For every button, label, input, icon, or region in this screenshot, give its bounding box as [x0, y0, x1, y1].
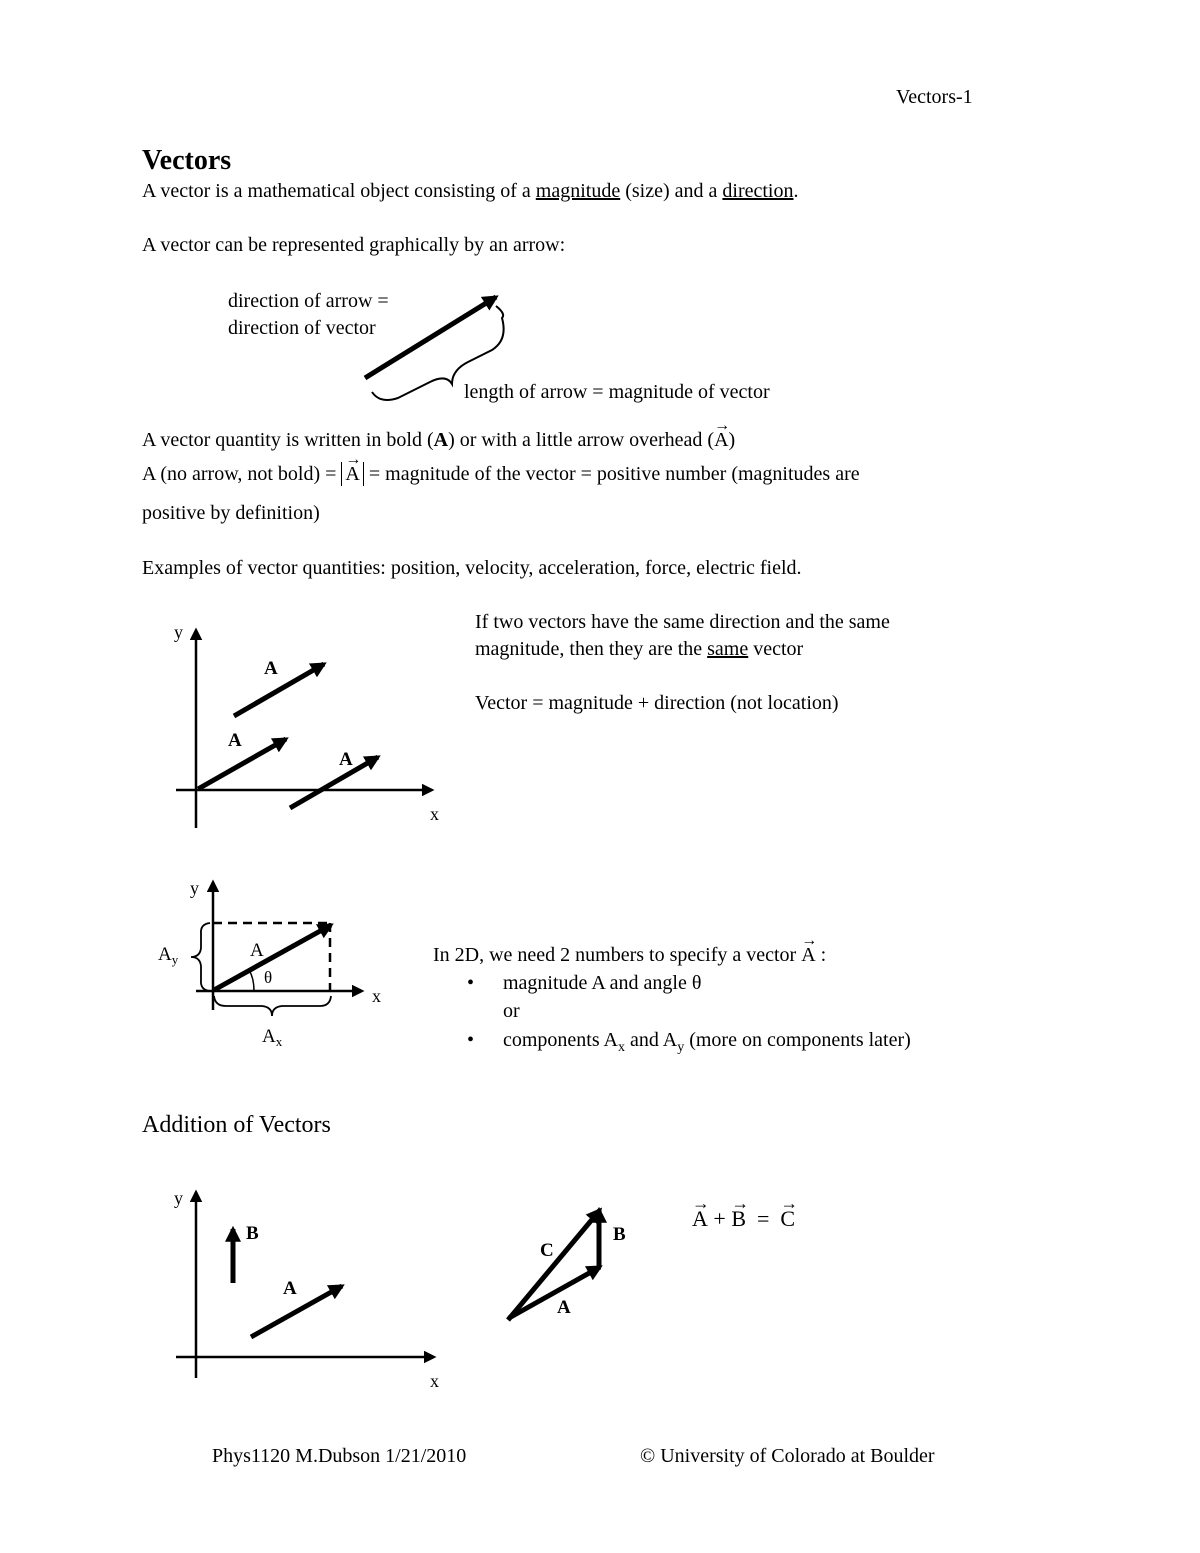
examples-paragraph: Examples of vector quantities: position, velocity, acceleration, force, electric field.	[142, 557, 802, 579]
bold-a: A	[433, 429, 449, 451]
fig3-y-label: y	[174, 1188, 183, 1208]
fig2-axes	[196, 882, 362, 1010]
or-label: or	[503, 1000, 520, 1022]
fig2-ay-brace	[191, 923, 210, 991]
fig3-x-label: x	[430, 1371, 439, 1391]
length-label: length of arrow = magnitude of vector	[464, 381, 770, 403]
fig3-label-a: A	[283, 1278, 297, 1299]
fig4-label-c: C	[540, 1240, 554, 1261]
fig2-label-ay: $A_y$	[158, 944, 179, 967]
page-label: Vectors-1	[896, 86, 973, 108]
notation-line2	[142, 462, 860, 486]
eq-vector-a: → A	[692, 1206, 708, 1231]
eq-equals: =	[757, 1206, 770, 1231]
intro-text-3: .	[793, 180, 799, 202]
fig1-label-a-right: A	[339, 749, 353, 770]
twod-intro	[433, 944, 826, 967]
direction-label-line2: direction of vector	[228, 317, 376, 339]
page-title: Vectors	[142, 145, 232, 176]
fig4-label-b: B	[613, 1224, 626, 1245]
fig2-angle-arc	[249, 970, 254, 991]
fig1-y-label: y	[174, 622, 183, 642]
notation-text-5: = magnitude of the vector = positive number (magnitudes are	[363, 463, 860, 485]
fig2-x-label: x	[372, 986, 381, 1006]
notation-line1	[142, 429, 735, 452]
notation-text-1: A vector quantity is written in bold (	[142, 429, 434, 451]
notation-text-3: )	[728, 429, 736, 451]
arrow-a: → A	[714, 429, 728, 452]
fig2-label-a: A	[250, 940, 264, 961]
intro-arrow	[365, 297, 496, 378]
fig3-label-b: B	[246, 1223, 259, 1244]
components-text-2: and A	[625, 1029, 678, 1051]
footer-right: © University of Colorado at Boulder	[640, 1445, 935, 1467]
bullet-magnitude-angle: magnitude A and angle θ	[503, 972, 702, 994]
magnitude-word: magnitude	[535, 180, 621, 202]
fig3-axes	[176, 1192, 434, 1378]
bullet-dot-2: •	[467, 1029, 475, 1051]
eq-plus: +	[713, 1206, 726, 1231]
addition-equation	[692, 1206, 795, 1231]
intro-text-2: (size) and a	[620, 180, 723, 202]
fig1-vector-origin	[198, 739, 286, 789]
same-vector-line1: If two vectors have the same direction and the same	[475, 611, 890, 633]
same-word: same	[707, 638, 749, 660]
footer-left: Phys1120 M.Dubson 1/21/2010	[212, 1445, 467, 1467]
notation-line3: positive by definition)	[142, 502, 320, 524]
eq-vector-b: → B	[731, 1206, 746, 1231]
bullet-dot-1: •	[467, 972, 475, 994]
fig1-label-a-origin: A	[228, 730, 242, 751]
same-vector-text-2: vector	[748, 638, 804, 660]
fig2-y-label: y	[190, 878, 199, 898]
abs-arrow-a: → A	[345, 464, 359, 484]
components-sub-y: y	[677, 1040, 685, 1055]
bullet-components	[503, 1029, 911, 1056]
fig1-vector-upper	[234, 664, 324, 716]
fig4-label-a: A	[557, 1297, 571, 1318]
eq-vector-c: → C	[780, 1206, 795, 1231]
fig2-label-ax: $A_x$	[262, 1026, 283, 1049]
graphic-intro: A vector can be represented graphically by an arrow:	[142, 234, 566, 256]
same-vector-line2	[475, 638, 803, 661]
components-text-3: (more on components later)	[684, 1029, 911, 1051]
same-vector-text-1: magnitude, then they are the	[475, 638, 708, 660]
fig2-ax-brace	[214, 996, 331, 1016]
twod-arrow-a: → A	[801, 944, 815, 967]
addition-heading: Addition of Vectors	[142, 1112, 331, 1138]
fig4-vector-a	[509, 1267, 600, 1318]
twod-text-1: In 2D, we need 2 numbers to specify a vector	[433, 944, 802, 966]
fig4-vector-c	[508, 1210, 600, 1320]
fig1-vector-right	[290, 757, 378, 808]
fig1-x-label: x	[430, 804, 439, 824]
notation-text-4: A (no arrow, not bold) =	[142, 463, 342, 485]
fig1-label-a-upper: A	[264, 658, 278, 679]
notation-text-2: ) or with a little arrow overhead (	[448, 429, 715, 451]
direction-word: direction	[722, 180, 794, 202]
components-text-1: components A	[503, 1029, 618, 1051]
fig2-label-theta: θ	[264, 968, 273, 987]
vector-definition: Vector = magnitude + direction (not location)	[475, 692, 839, 714]
fig2-vector-a	[214, 925, 331, 990]
magnitude-bars	[341, 462, 363, 486]
direction-label-line1: direction of arrow =	[228, 290, 389, 312]
components-sub-x: x	[618, 1040, 625, 1055]
intro-text-1: A vector is a mathematical object consisting of a	[142, 180, 536, 202]
length-brace	[372, 306, 504, 400]
twod-text-2: :	[815, 944, 827, 966]
